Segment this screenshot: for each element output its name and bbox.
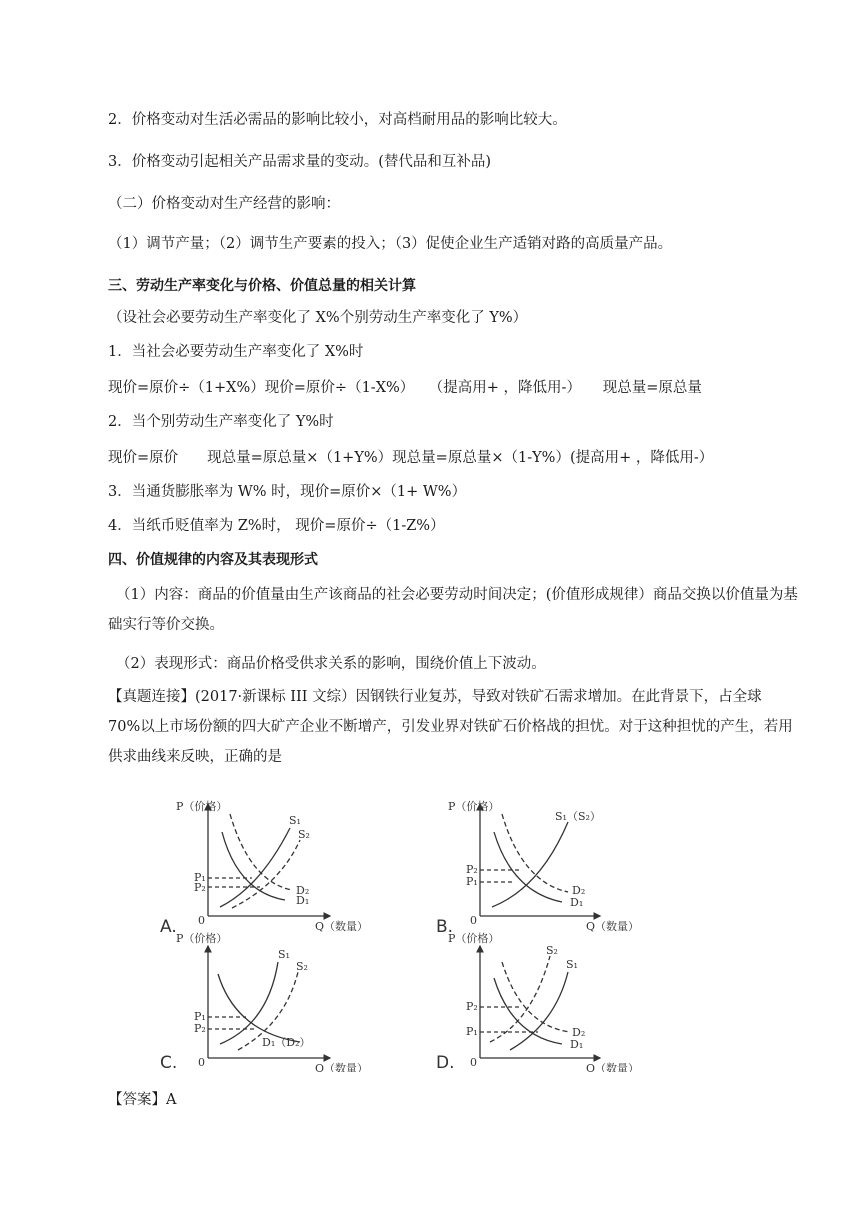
text-line-6: （设社会必要劳动生产率变化了 X%个别劳动生产率变化了 Y%） (108, 310, 528, 326)
graph-d-p1-label: P₁ (466, 1025, 478, 1038)
graph-b-p-axis: P（价格） (448, 800, 500, 813)
option-a-label: A. (160, 917, 177, 937)
graph-a-s1 (220, 828, 290, 907)
graph-b-p2-label: P₂ (466, 863, 478, 876)
graph-d-d2-label: D₂ (572, 1026, 586, 1039)
text-line-3: （二）价格变动对生产经营的影响： (108, 196, 340, 212)
text-line-4: （1）调节产量；（2）调节生产要素的投入；（3）促使企业生产适销对路的高质量产品。 (108, 236, 673, 252)
graph-a-q-axis: Q（数量） (315, 920, 369, 933)
graph-b-s-label: S₁（S₂） (555, 810, 601, 823)
graph-d-s2 (490, 956, 550, 1042)
graph-a-d1-label: D₁ (296, 894, 310, 907)
graph-c-s2-label: S₂ (296, 960, 308, 973)
graph-c-q-axis: Q（数量） (315, 1062, 369, 1072)
graph-b-p1-label: P₁ (466, 875, 478, 888)
option-b-label: B. (436, 917, 454, 937)
graph-c-origin: 0 (198, 1056, 205, 1069)
graph-a-s1-label: S₁ (289, 814, 301, 827)
text-line-1: 2．价格变动对生活必需品的影响比较小，对高档耐用品的影响比较大。 (108, 112, 567, 128)
exam-question-text: 【真题连接】(2017·新课标 III 文综）因钢铁行业复苏，导致对铁矿石需求增加。在此背景下，占全球 70%以上市场份额的四大矿产企业不断增产，引发业界对铁矿石价格战的担忧。对于这种担忧的产生，若用供求曲线来反映，正确的是 (108, 689, 793, 765)
option-c-label: C. (160, 1053, 178, 1072)
graph-c-s1 (220, 962, 278, 1044)
graph-d-d1-label: D₁ (570, 1038, 584, 1051)
answer-line: 【答案】A (108, 1092, 177, 1108)
supply-demand-figure (150, 792, 670, 1072)
text-line-12: 4．当纸币贬值率为 Z%时， 现价=原价÷（1-Z%） (108, 518, 445, 534)
graph-c-p2-label: P₂ (194, 1022, 206, 1035)
graph-a-p2-label: P₂ (194, 881, 206, 894)
text-line-15: （2）表现形式：商品价格受供求关系的影响，围绕价值上下波动。 (116, 656, 546, 672)
graph-d-s1 (510, 972, 568, 1050)
section-heading-3: 三、劳动生产率变化与价格、价值总量的相关计算 (108, 278, 416, 294)
graph-b-origin: 0 (470, 914, 477, 927)
graph-b-d2 (502, 814, 568, 892)
graph-d-s1-label: S₁ (566, 958, 578, 971)
text-line-2: 3．价格变动引起相关产品需求量的变动。(替代品和互补品) (108, 154, 492, 170)
supply-demand-graphs-svg (150, 792, 670, 1072)
graph-b-s (492, 822, 568, 907)
graph-c-d (218, 974, 300, 1042)
graph-b-d2-label: D₂ (572, 884, 586, 897)
graph-d-s2-label: S₂ (546, 944, 558, 957)
graph-d-origin: 0 (470, 1056, 477, 1069)
text-paragraph-content: （1）内容：商品的价值量由生产该商品的社会必要劳动时间决定；(价值形成规律）商品交换以价值量为基础实行等价交换。 (108, 587, 798, 633)
text-line-10: 现价=原价 现总量=原总量×（1+Y%）现总量=原总量×（1-Y%）(提高用+ ，降低用-） (108, 450, 714, 466)
graph-d-p2-label: P₂ (466, 1000, 478, 1013)
graph-d-p-axis: P（价格） (448, 932, 500, 945)
text-line-8: 现价=原价÷（1+X%）现价=原价÷（1-X%） （提高用+ ，降低用-） 现总量=原总量 (108, 380, 702, 396)
graph-c-p-axis: P（价格） (176, 932, 228, 945)
graph-c-p1-label: P₁ (194, 1010, 206, 1023)
graph-a-p1-label: P₁ (194, 871, 206, 884)
graph-a-p-axis: P（价格） (176, 800, 228, 813)
graph-b-d1-label: D₁ (570, 896, 584, 909)
graph-a (208, 804, 330, 916)
text-line-9: 2．当个别劳动生产率变化了 Y%时 (108, 414, 334, 430)
section-heading-4: 四、价值规律的内容及其表现形式 (108, 552, 318, 568)
graph-d-q-axis: Q（数量） (586, 1062, 640, 1072)
graph-a-origin: 0 (198, 914, 205, 927)
graph-a-s2-label: S₂ (298, 828, 310, 841)
graph-c-s1-label: S₁ (278, 948, 290, 961)
graph-c-d-label: D₁（D₂） (262, 1036, 311, 1049)
graph-a-d1 (222, 832, 285, 900)
graph-b-q-axis: Q（数量） (586, 920, 640, 933)
text-line-7: 1．当社会必要劳动生产率变化了 X%时 (108, 344, 364, 360)
text-line-11: 3．当通货膨胀率为 W% 时，现价=原价×（1+ W%） (108, 484, 467, 500)
option-d-label: D. (436, 1053, 455, 1072)
graph-a-d2-label: D₂ (296, 884, 310, 897)
